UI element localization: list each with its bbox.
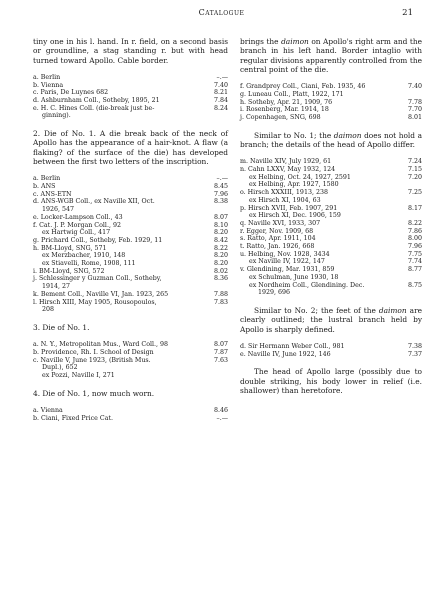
entry-text: u. Helbing, Nov. 1928, 3434 <box>240 250 330 258</box>
entry-provenance <box>33 252 208 260</box>
entry-provenance <box>33 191 208 199</box>
entry-provenance <box>33 291 208 299</box>
entry-text: t. Ratto, Jan. 1926, 668 <box>240 243 315 251</box>
catalogue-entry <box>240 235 422 243</box>
catalogue-entry <box>240 166 422 174</box>
entry-weight: 7.40 <box>213 81 228 89</box>
entry-provenance <box>240 266 402 274</box>
entry-provenance <box>240 258 402 266</box>
entry-provenance <box>240 235 402 243</box>
entry-provenance <box>240 158 402 166</box>
entry-provenance <box>240 83 402 91</box>
entry-text: ex Hirsch XI, 1904, 63 <box>249 196 321 204</box>
catalogue-entry <box>240 251 422 259</box>
entry-weight: 8.24 <box>213 104 228 112</box>
entry-provenance <box>33 260 208 268</box>
note-1-daimon: daimon <box>333 130 362 140</box>
entry-text: ex Helbing, Apr. 1927, 1580 <box>249 181 339 189</box>
entry-text: d. ANS-WGB Coll., ex Naville XII, Oct. <box>33 198 155 206</box>
entry-text-continued: 1926, 547 <box>42 206 75 214</box>
entry-text: f. Grandprey Coll., Ciani, Feb. 1935, 46 <box>240 83 366 91</box>
catalogue-entry <box>33 183 228 191</box>
entry-text: ex Stiavelli, Rome, 1908, 111 <box>42 260 136 268</box>
entry-weight: 7.96 <box>407 243 422 251</box>
catalogue-entry <box>240 114 422 122</box>
right-intro-paragraph <box>240 37 422 74</box>
entry-provenance <box>33 275 208 290</box>
entry-weight: 8.07 <box>213 213 228 221</box>
entry-provenance <box>33 341 208 349</box>
entry-text: ex Merzbacher, 1910, 148 <box>42 252 126 260</box>
entry-weight: 8.01 <box>407 114 422 121</box>
entry-weight: 8.75 <box>407 281 422 289</box>
entry-provenance <box>240 212 402 220</box>
catalogue-entry <box>240 205 422 213</box>
note-1-text-b: does not hold a branch; the details of the head of Apollo differ. <box>240 130 422 149</box>
entry-weight: 7.75 <box>407 250 422 258</box>
entry-text: g. Prichard Coll., Sotheby, Feb. 1929, 11 <box>33 236 163 244</box>
catalogue-entry <box>240 274 422 282</box>
variant-note-1 <box>240 131 422 150</box>
entry-weight: 7.83 <box>213 298 228 306</box>
entry-weight: 7.78 <box>407 98 422 106</box>
entry-provenance <box>240 220 402 228</box>
entry-weight: 8.20 <box>213 260 228 268</box>
entry-weight: 7.86 <box>407 227 422 235</box>
entry-provenance <box>240 181 402 189</box>
entry-text: h. Sotheby, Apr. 21, 1909, 76 <box>240 98 333 106</box>
entry-weight: 8.20 <box>213 229 228 237</box>
entry-weight: –.— <box>216 414 228 422</box>
catalogue-entry <box>33 97 228 105</box>
entry-text-continued: 1929, 696 <box>258 289 291 297</box>
entry-text: ex Naville IV, 1922, 147 <box>249 258 325 266</box>
entry-text: i. Rosenberg, Mar. 1914, 18 <box>240 106 329 114</box>
catalogue-entry <box>240 197 422 205</box>
catalogue-entry <box>240 106 422 114</box>
coin-list-die-1 <box>33 74 228 120</box>
catalogue-entry <box>33 82 228 90</box>
right-intro-text-b: on Apollo's right arm and the branch in his left hand. Border intaglio with regular divisions apparently controlled from the central point of the die. <box>240 37 422 74</box>
entry-text: v. Glendining, Mar. 1931, 859 <box>240 266 335 274</box>
entry-text: c. Naville V, June 1923, (British Mus. <box>33 356 151 364</box>
catalogue-entry <box>33 341 228 349</box>
entry-provenance <box>240 114 402 122</box>
entry-text: k. Bement Coll., Naville VI, Jan. 1923, 265 <box>33 290 169 298</box>
entry-text-continued: 1914, 27 <box>42 283 71 291</box>
entry-provenance <box>240 251 402 259</box>
catalogue-entry <box>33 214 228 222</box>
entry-weight: 8.22 <box>213 244 228 252</box>
entry-weight: 7.88 <box>213 290 228 298</box>
entry-text: e. Naville IV, June 1922, 146 <box>240 350 331 358</box>
catalogue-entry <box>240 99 422 107</box>
left-intro-paragraph: tiny one in his l. hand. In r. field, on a second basis or groundline, a stag standing r. but with head turned toward Apollo. Cable border. <box>33 37 228 65</box>
entry-weight: –.— <box>216 175 228 183</box>
catalogue-entry <box>240 351 422 359</box>
entry-weight: 8.77 <box>407 266 422 274</box>
catalogue-entry <box>33 222 228 230</box>
entry-text: b. Providence, Rh. I. School of Design <box>33 348 154 356</box>
entry-text: j. Schlessinger y Guzman Coll., Sotheby, <box>33 275 162 283</box>
catalogue-entry <box>240 83 422 91</box>
entry-weight: 7.37 <box>407 350 422 358</box>
catalogue-entry <box>33 291 228 299</box>
entry-weight: 7.25 <box>407 189 422 197</box>
catalogue-entry <box>240 174 422 182</box>
entry-weight: 7.40 <box>407 83 422 91</box>
catalogue-entry <box>240 181 422 189</box>
entry-provenance <box>33 229 208 237</box>
entry-text: s. Ratto, Apr. 1911, 104 <box>240 235 316 243</box>
entry-provenance <box>240 91 402 99</box>
entry-weight: 7.84 <box>213 97 228 104</box>
entry-text: j. Copenhagen, SNG, 698 <box>240 114 321 121</box>
entry-provenance <box>240 351 402 359</box>
coin-list-right-1 <box>240 83 422 122</box>
entry-weight: 7.96 <box>213 190 228 198</box>
entry-text: c. Paris, De Luynes 682 <box>33 89 109 97</box>
entry-text: ex Helbing, Oct. 24, 1927, 2591 <box>249 173 351 181</box>
entry-text: g. Luneau Coll., Platt, 1922, 171 <box>240 90 344 98</box>
entry-weight: 8.45 <box>213 183 228 190</box>
coin-list-die-4 <box>33 407 228 422</box>
variant-note-2 <box>240 306 422 334</box>
entry-text: f. Cat. J. P. Morgan Coll., 92 <box>33 221 121 229</box>
entry-text: i. BM-Lloyd, SNG, 572 <box>33 267 105 275</box>
catalogue-entry <box>33 191 228 199</box>
entry-text: ex Hirsch XI, Dec. 1906, 159 <box>249 212 341 220</box>
catalogue-entry <box>33 407 228 415</box>
catalogue-entry <box>240 220 422 228</box>
entry-provenance <box>33 89 208 97</box>
catalogue-entry <box>240 258 422 266</box>
entry-provenance <box>33 245 208 253</box>
running-head: Catalogue <box>198 8 245 17</box>
entry-weight: 8.46 <box>213 407 228 415</box>
entry-provenance <box>33 183 208 191</box>
entry-provenance <box>33 198 208 213</box>
entry-weight: –.— <box>216 73 228 81</box>
variant-note-3: The head of Apollo large (possibly due to double striking, his body lower in relief (i.e. shallower) than heretofore. <box>240 367 422 395</box>
entry-weight: 7.15 <box>407 166 422 173</box>
entry-text: a. Berlin <box>33 175 61 183</box>
entry-weight: 8.36 <box>213 275 228 283</box>
entry-weight: 8.02 <box>213 267 228 275</box>
right-intro-daimon: daimon <box>281 37 309 46</box>
page-number: 21 <box>402 8 413 18</box>
catalogue-entry <box>33 372 228 380</box>
die-3-description: 3. Die of No. 1. <box>33 322 90 332</box>
entry-provenance <box>33 175 208 183</box>
note-2-daimon: daimon <box>378 305 407 315</box>
entry-text: h. BM-Lloyd, SNG, 571 <box>33 244 107 252</box>
entry-weight: 7.20 <box>407 173 422 181</box>
entry-weight: 7.24 <box>407 158 422 166</box>
entry-text: l. Hirsch XIII, May 1905, Rousopoulos, <box>33 298 157 306</box>
entry-weight: 8.42 <box>213 236 228 244</box>
entry-text: b. Ciani, Fixed Price Cat. <box>33 414 114 422</box>
coin-list-die-3 <box>33 341 228 380</box>
die-2-description: 2. Die of No. 1. A die break back of the neck of Apollo has the appearance of a hair-knot. A flaw (a flaking? of the surface of the die) has developed between the first two letters of the inscription. <box>33 129 228 166</box>
entry-text: r. Egger, Nov. 1909, 68 <box>240 227 314 235</box>
entry-text: c. ANS-ETN <box>33 190 72 198</box>
entry-weight: 8.22 <box>407 219 422 227</box>
catalogue-entry <box>240 212 422 220</box>
entry-text: e. H. C. Hines Coll. (die-break just be- <box>33 104 155 112</box>
entry-provenance <box>33 105 208 120</box>
entry-provenance <box>33 299 208 314</box>
catalogue-entry <box>33 237 228 245</box>
right-intro-text-a: brings the <box>240 37 282 46</box>
entry-provenance <box>33 357 208 372</box>
entry-weight: 8.07 <box>213 341 228 349</box>
catalogue-entry <box>33 198 228 213</box>
entry-text: m. Naville XIV, July 1929, 61 <box>240 158 332 166</box>
die-4-description: 4. Die of No. 1, now much worn. <box>33 388 155 398</box>
entry-provenance <box>33 222 208 230</box>
entry-text-continued: ginning). <box>42 112 71 120</box>
entry-weight: 8.38 <box>213 198 228 206</box>
entry-provenance <box>240 189 402 197</box>
entry-text: a. Berlin <box>33 73 61 81</box>
entry-provenance <box>33 415 208 423</box>
catalogue-entry <box>240 189 422 197</box>
entry-weight: 8.17 <box>407 204 422 212</box>
entry-text: q. Naville XVI, 1933, 307 <box>240 219 321 227</box>
coin-list-die-2 <box>33 175 228 314</box>
entry-provenance <box>240 243 402 251</box>
entry-weight: 8.10 <box>213 221 228 229</box>
entry-weight: 8.00 <box>407 235 422 243</box>
entry-text: ex Hartwig Coll., 417 <box>42 229 111 237</box>
note-1-text-a: Similar to No. 1; the <box>254 130 334 140</box>
entry-provenance <box>33 372 208 380</box>
catalogue-entry <box>33 74 228 82</box>
entry-provenance <box>33 214 208 222</box>
entry-provenance <box>33 82 208 90</box>
entry-provenance <box>240 343 402 351</box>
catalogue-entry <box>240 266 422 274</box>
entry-provenance <box>240 99 402 107</box>
entry-provenance <box>240 106 402 114</box>
entry-text: n. Cahn LXXV, May 1932, 124 <box>240 166 336 173</box>
entry-text: o. Hirsch XXXIII, 1913, 238 <box>240 189 328 197</box>
entry-provenance <box>240 282 402 297</box>
entry-provenance <box>33 97 208 105</box>
catalogue-entry <box>33 260 228 268</box>
catalogue-entry <box>33 245 228 253</box>
coin-list-right-2 <box>240 158 422 297</box>
catalogue-entry <box>240 282 422 297</box>
entry-provenance <box>240 166 402 174</box>
entry-text: e. Locker-Lampson Coll., 43 <box>33 213 123 221</box>
catalogue-entry <box>240 91 422 99</box>
entry-provenance <box>240 228 402 236</box>
catalogue-entry <box>240 243 422 251</box>
catalogue-entry <box>240 343 422 351</box>
entry-provenance <box>240 205 402 213</box>
entry-provenance <box>33 349 208 357</box>
catalogue-entry <box>33 299 228 314</box>
coin-list-right-3 <box>240 343 422 358</box>
entry-provenance <box>33 237 208 245</box>
entry-weight: 7.63 <box>213 356 228 364</box>
entry-weight: 8.20 <box>213 252 228 260</box>
catalogue-entry <box>33 415 228 423</box>
catalogue-entry <box>240 228 422 236</box>
entry-text-continued: Dupl.), 652 <box>42 364 78 372</box>
entry-provenance <box>33 74 208 82</box>
page-header <box>0 8 443 22</box>
left-column <box>33 37 228 422</box>
entry-weight: 8.21 <box>213 89 228 97</box>
entry-provenance <box>240 174 402 182</box>
entry-weight: 7.38 <box>407 342 422 350</box>
entry-text: ex Pozzi, Naville I, 271 <box>42 372 115 380</box>
catalogue-entry <box>33 89 228 97</box>
entry-text: a. Vienna <box>33 407 63 415</box>
entry-weight: 7.74 <box>407 258 422 266</box>
catalogue-entry <box>33 357 228 372</box>
entry-text: p. Hirsch XVII, Feb. 1907, 291 <box>240 204 338 212</box>
note-2-text-a: Similar to No. 2; the feet of the <box>254 305 379 315</box>
catalogue-entry <box>33 252 228 260</box>
entry-text-continued: 208 <box>42 306 55 314</box>
catalogue-entry <box>33 268 228 276</box>
entry-text: a. N. Y., Metropolitan Mus., Ward Coll., 98 <box>33 341 169 349</box>
entry-text: d. Ashburnham Coll., Sotheby, 1895, 21 <box>33 97 160 104</box>
entry-provenance <box>240 197 402 205</box>
entry-weight: 7.70 <box>407 106 422 114</box>
catalogue-entry <box>33 175 228 183</box>
entry-provenance <box>240 274 402 282</box>
catalogue-entry <box>33 105 228 120</box>
note-2-text-b: are clearly outlined; the lustral branch held by Apollo is sharply defined. <box>240 305 422 334</box>
catalogue-entry <box>240 158 422 166</box>
right-column <box>240 37 422 395</box>
entry-text: d. Sir Hermann Weber Coll., 981 <box>240 342 345 350</box>
entry-text: ex Schulman, June 1930, 18 <box>249 273 339 281</box>
entry-text: b. ANS <box>33 183 56 190</box>
entry-provenance <box>33 268 208 276</box>
entry-provenance <box>33 407 208 415</box>
catalogue-entry <box>33 275 228 290</box>
catalogue-entry <box>33 229 228 237</box>
catalogue-entry <box>33 349 228 357</box>
entry-weight: 7.87 <box>213 348 228 356</box>
entry-text: b. Vienna <box>33 81 64 89</box>
entry-text: ex Nordheim Coll., Glendining. Dec. <box>249 281 365 289</box>
